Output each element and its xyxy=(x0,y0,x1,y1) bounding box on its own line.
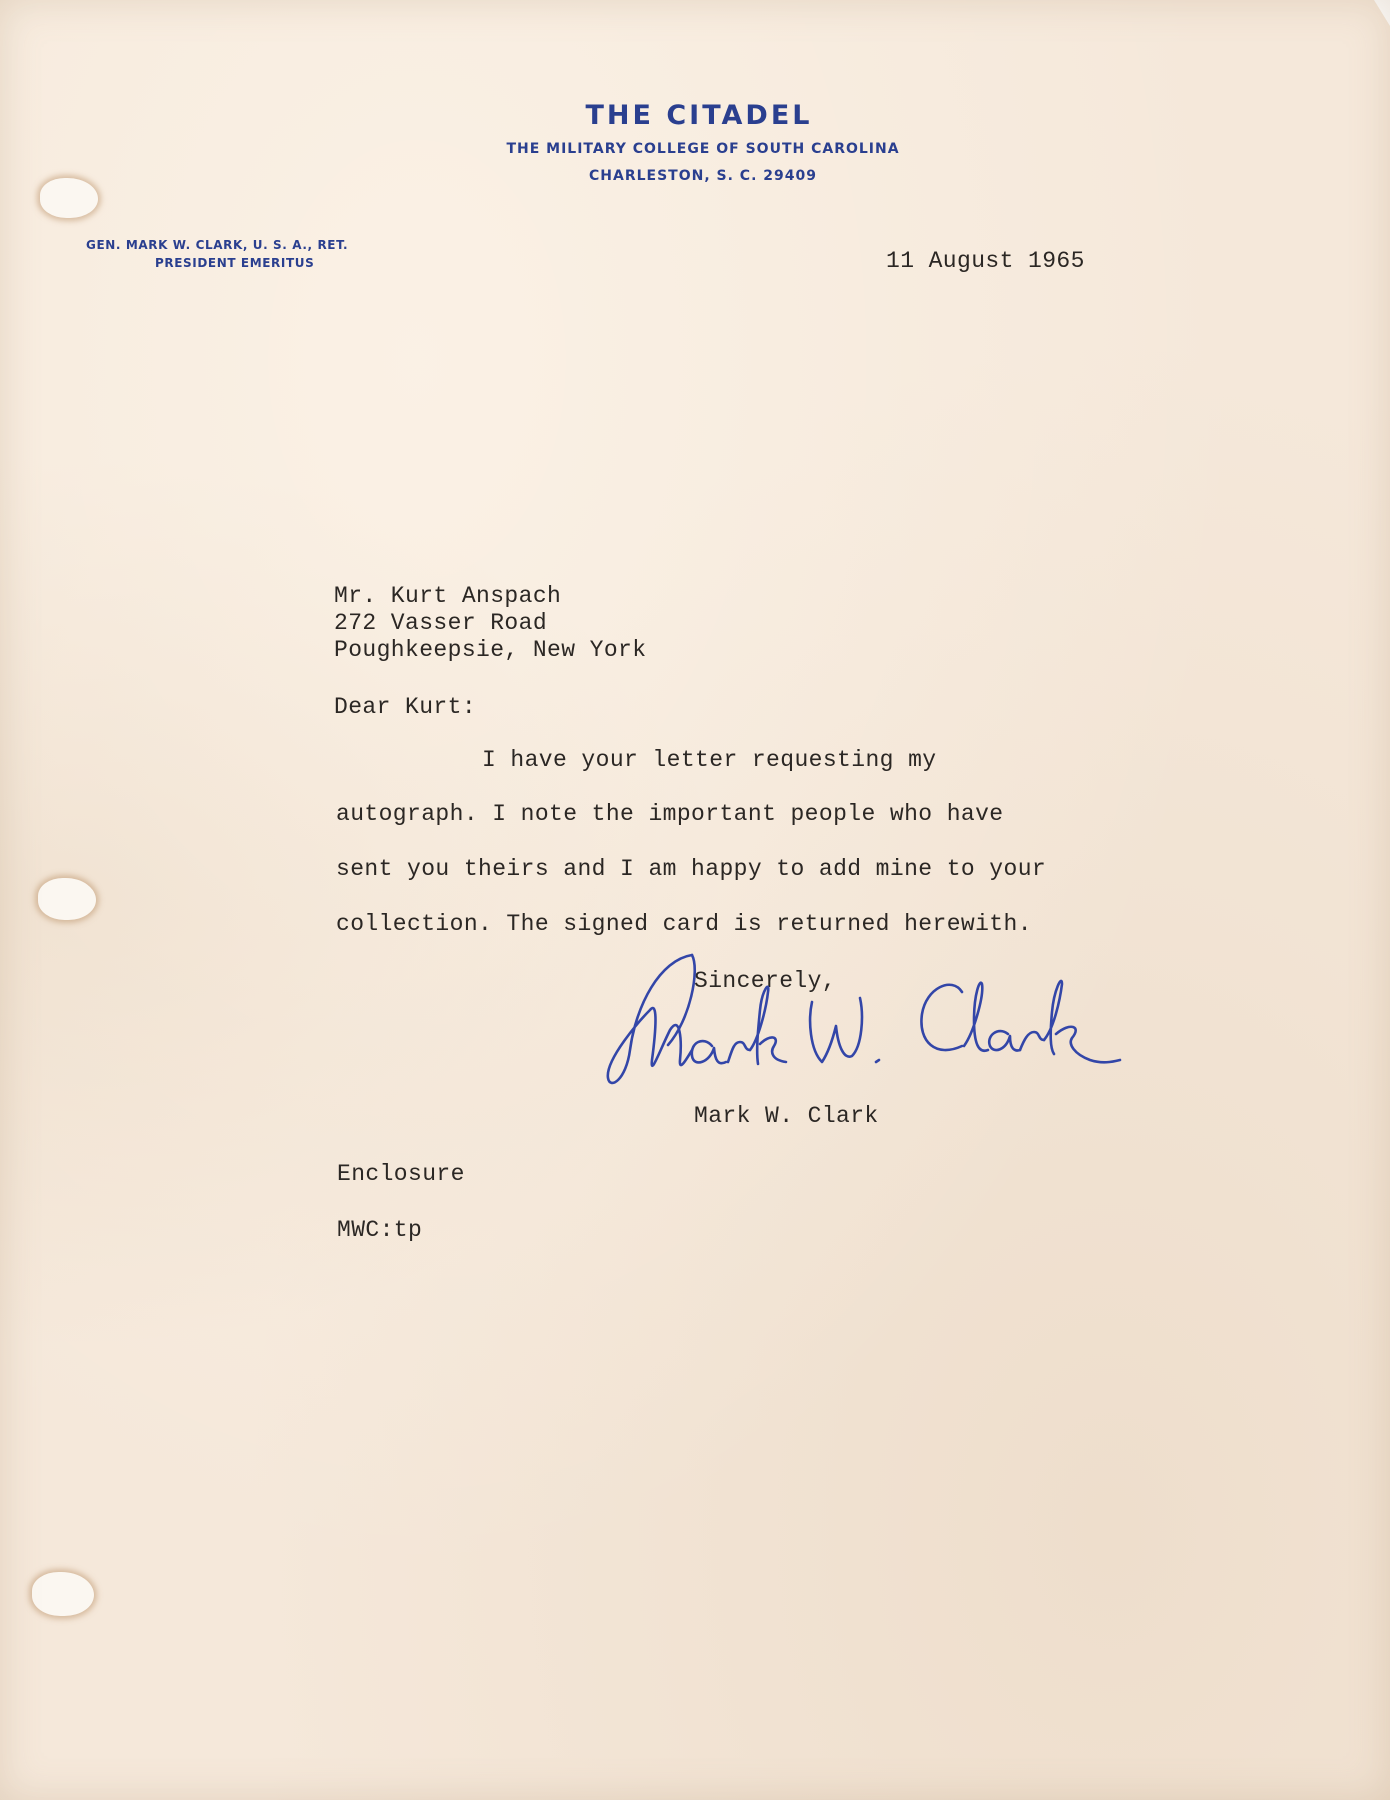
body-line: sent you theirs and I am happy to add mine to your xyxy=(336,856,1047,882)
letterhead-title: THE CITADEL xyxy=(585,100,813,131)
recipient-name: Mr. Kurt Anspach xyxy=(334,583,562,609)
body-line: autograph. I note the important people who have xyxy=(336,801,1004,827)
letterhead-address: CHARLESTON, S. C. 29409 xyxy=(589,168,817,184)
letter-date: 11 August 1965 xyxy=(886,248,1085,274)
binder-hole-bottom xyxy=(32,1572,94,1616)
body-line: I have your letter requesting my xyxy=(482,747,937,773)
recipient-city: Poughkeepsie, New York xyxy=(334,637,647,663)
letterhead-sender-title: PRESIDENT EMERITUS xyxy=(155,256,315,270)
binder-hole-top xyxy=(40,178,98,218)
handwritten-signature xyxy=(600,950,1160,1100)
salutation: Dear Kurt: xyxy=(334,694,477,720)
enclosure-notation: Enclosure xyxy=(337,1161,465,1187)
body-line: collection. The signed card is returned herewith. xyxy=(336,911,1032,937)
reference-initials: MWC:tp xyxy=(337,1217,423,1243)
recipient-street: 272 Vasser Road xyxy=(334,610,548,636)
binder-hole-middle xyxy=(38,878,96,920)
letterhead-subtitle: THE MILITARY COLLEGE OF SOUTH CAROLINA xyxy=(506,141,900,157)
torn-corner xyxy=(1374,0,1390,26)
typed-name: Mark W. Clark xyxy=(694,1103,879,1129)
closing: Sincerely, xyxy=(694,968,837,994)
letterhead-sender-name: GEN. MARK W. CLARK, U. S. A., RET. xyxy=(86,238,349,252)
